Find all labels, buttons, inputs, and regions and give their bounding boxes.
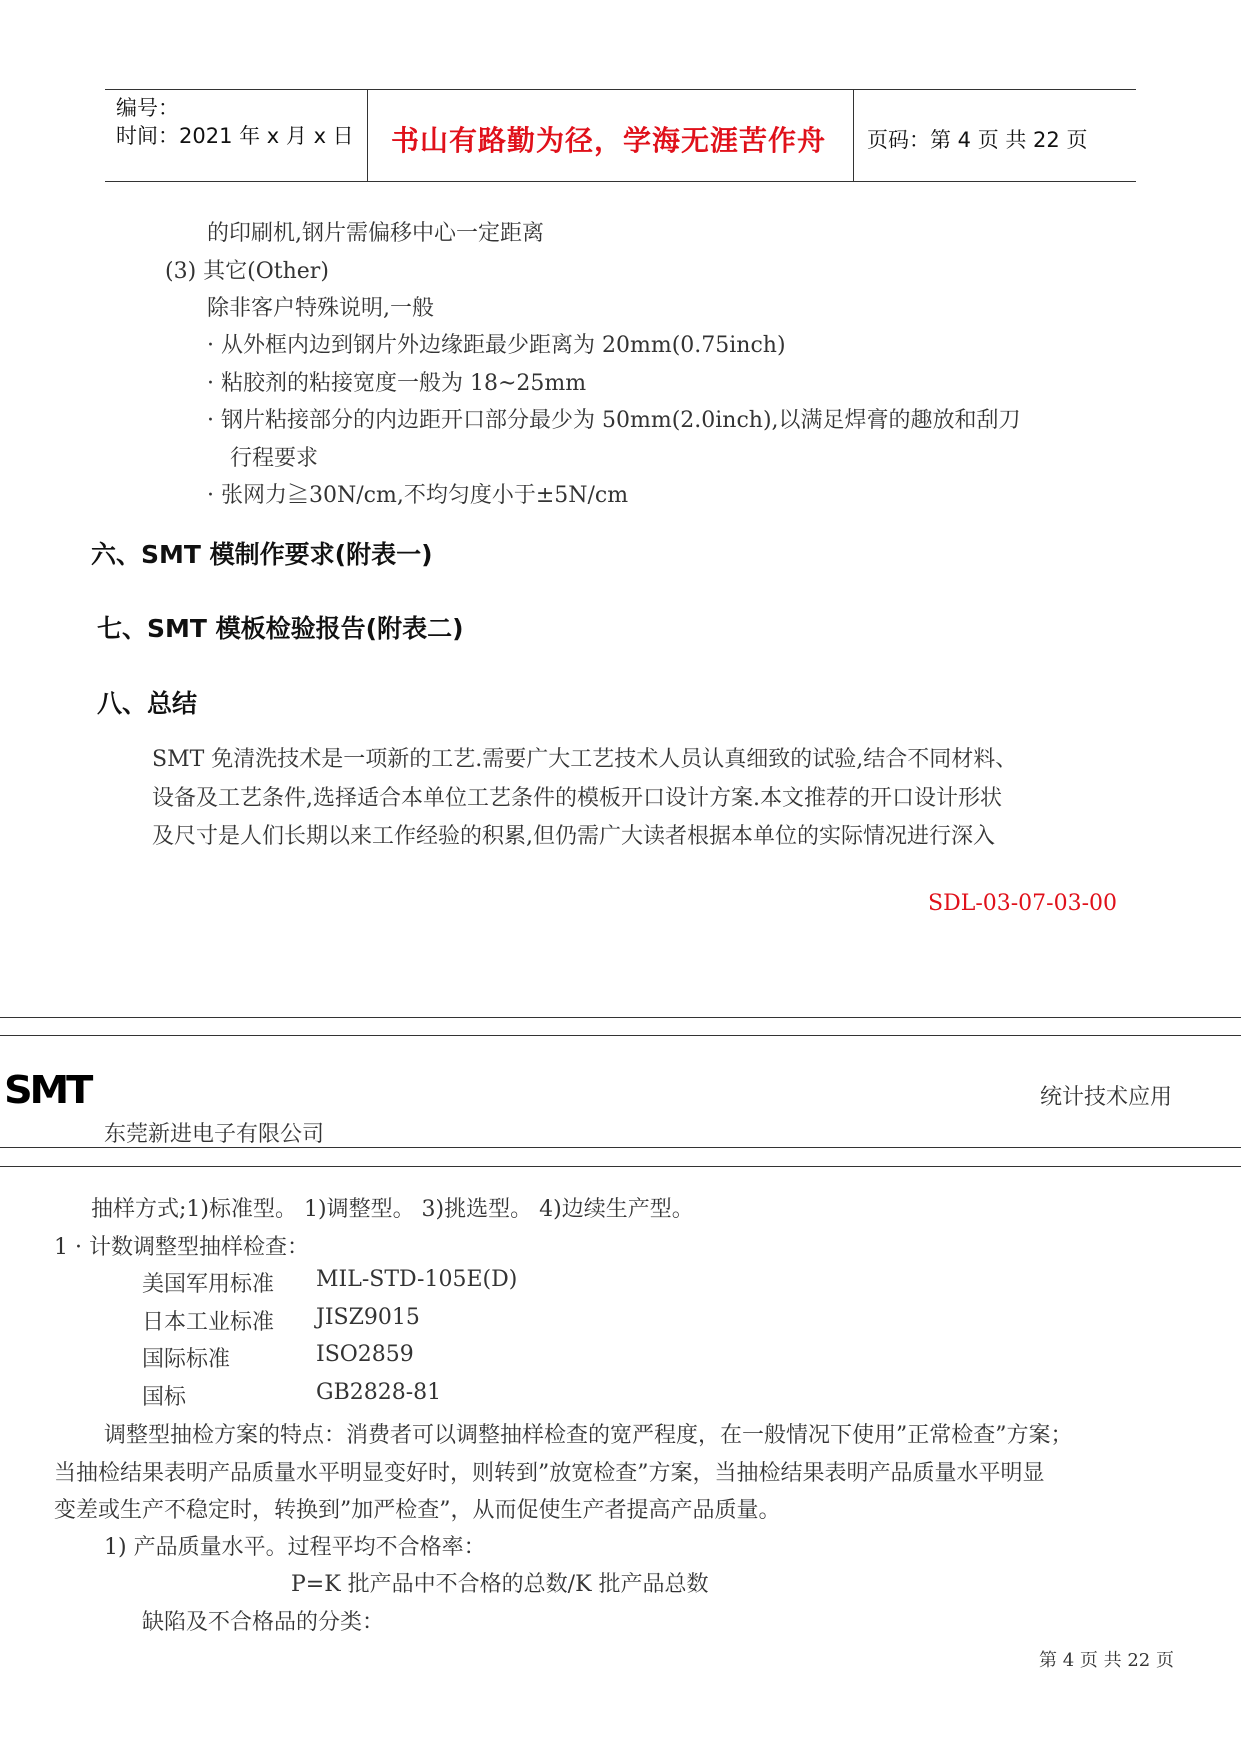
heading-section-8: 八、总结 bbox=[97, 689, 198, 718]
document-number: SDL-03-07-03-00 bbox=[928, 891, 1118, 916]
header-page-label: 页码：第 4 页 共 22 页 bbox=[867, 128, 1088, 152]
section-title: 统计技术应用 bbox=[1040, 1085, 1173, 1110]
standard-name: 日本工业标准 bbox=[142, 1310, 275, 1335]
standard-code: GB2828-81 bbox=[316, 1380, 442, 1405]
header-number-label: 编号： bbox=[116, 96, 179, 120]
heading-section-7: 七、SMT 模板检验报告(附表二) bbox=[97, 614, 464, 643]
text-line: (3) 其它(Other) bbox=[165, 259, 329, 284]
text-line: 缺陷及不合格品的分类： bbox=[142, 1610, 385, 1635]
header-divider-right bbox=[853, 89, 854, 181]
header-motto: 书山有路勤为径，学海无涯苦作舟 bbox=[391, 124, 827, 157]
standard-name: 国标 bbox=[142, 1385, 187, 1410]
paragraph-line: 变差或生产不稳定时，转换到”加严检查”，从而促使生产者提高产品质量。 bbox=[54, 1498, 781, 1523]
header-date-label: 时间：2021 年 x 月 x 日 bbox=[116, 124, 354, 148]
header-bottom-rule bbox=[105, 181, 1136, 182]
standard-name: 国际标准 bbox=[142, 1347, 231, 1372]
bullet-item: · 张网力≧30N/cm,不均匀度小于±5N/cm bbox=[207, 483, 629, 508]
summary-line: SMT 免清洗技术是一项新的工艺.需要广大工艺技术人员认真细致的试验,结合不同材料、 bbox=[152, 747, 1018, 772]
text-line: 的印刷机,钢片需偏移中心一定距离 bbox=[207, 221, 544, 246]
header2-rule-top bbox=[0, 1147, 1241, 1148]
page-footer: 第 4 页 共 22 页 bbox=[1039, 1650, 1174, 1671]
text-line: 1 · 计数调整型抽样检查： bbox=[54, 1235, 309, 1260]
standard-code: JISZ9015 bbox=[316, 1305, 420, 1330]
standard-name: 美国军用标准 bbox=[142, 1272, 275, 1297]
standard-code: ISO2859 bbox=[316, 1342, 414, 1367]
header-top-rule bbox=[105, 89, 1136, 90]
paragraph-line: 调整型抽检方案的特点：消费者可以调整抽样检查的宽严程度，在一般情况下使用”正常检查”方案； bbox=[104, 1423, 1073, 1448]
page-separator-bottom bbox=[0, 1035, 1241, 1036]
bullet-item: · 从外框内边到钢片外边缘距最少距离为 20mm(0.75inch) bbox=[207, 333, 786, 358]
paragraph-line: 当抽检结果表明产品质量水平明显变好时，则转到”放宽检查”方案，当抽检结果表明产品质量水平明显 bbox=[54, 1461, 1045, 1486]
text-line: 1) 产品质量水平。过程平均不合格率： bbox=[104, 1535, 486, 1560]
company-name: 东莞新进电子有限公司 bbox=[104, 1122, 325, 1147]
smt-logo: SMT bbox=[3, 1068, 91, 1112]
bullet-item-continuation: 行程要求 bbox=[230, 446, 319, 471]
bullet-item: · 粘胶剂的粘接宽度一般为 18~25mm bbox=[207, 371, 587, 396]
text-line: 除非客户特殊说明,一般 bbox=[207, 296, 434, 321]
bullet-item: · 钢片粘接部分的内边距开口部分最少为 50mm(2.0inch),以满足焊膏的趣放和刮刀 bbox=[207, 408, 1021, 433]
page-separator-top bbox=[0, 1017, 1241, 1018]
header2-rule-bottom bbox=[0, 1166, 1241, 1167]
header-divider-left bbox=[367, 89, 368, 181]
summary-line: 设备及工艺条件,选择适合本单位工艺条件的模板开口设计方案.本文推荐的开口设计形状 bbox=[152, 786, 1002, 811]
text-line: 抽样方式;1)标准型。 1)调整型。 3)挑选型。 4)边续生产型。 bbox=[91, 1197, 694, 1222]
summary-line: 及尺寸是人们长期以来工作经验的积累,但仍需广大读者根据本单位的实际情况进行深入 bbox=[152, 824, 995, 849]
standard-code: MIL-STD-105E(D) bbox=[316, 1267, 518, 1292]
heading-section-6: 六、SMT 模制作要求(附表一) bbox=[91, 540, 433, 569]
formula-line: P=K 批产品中不合格的总数/K 批产品总数 bbox=[291, 1572, 709, 1597]
